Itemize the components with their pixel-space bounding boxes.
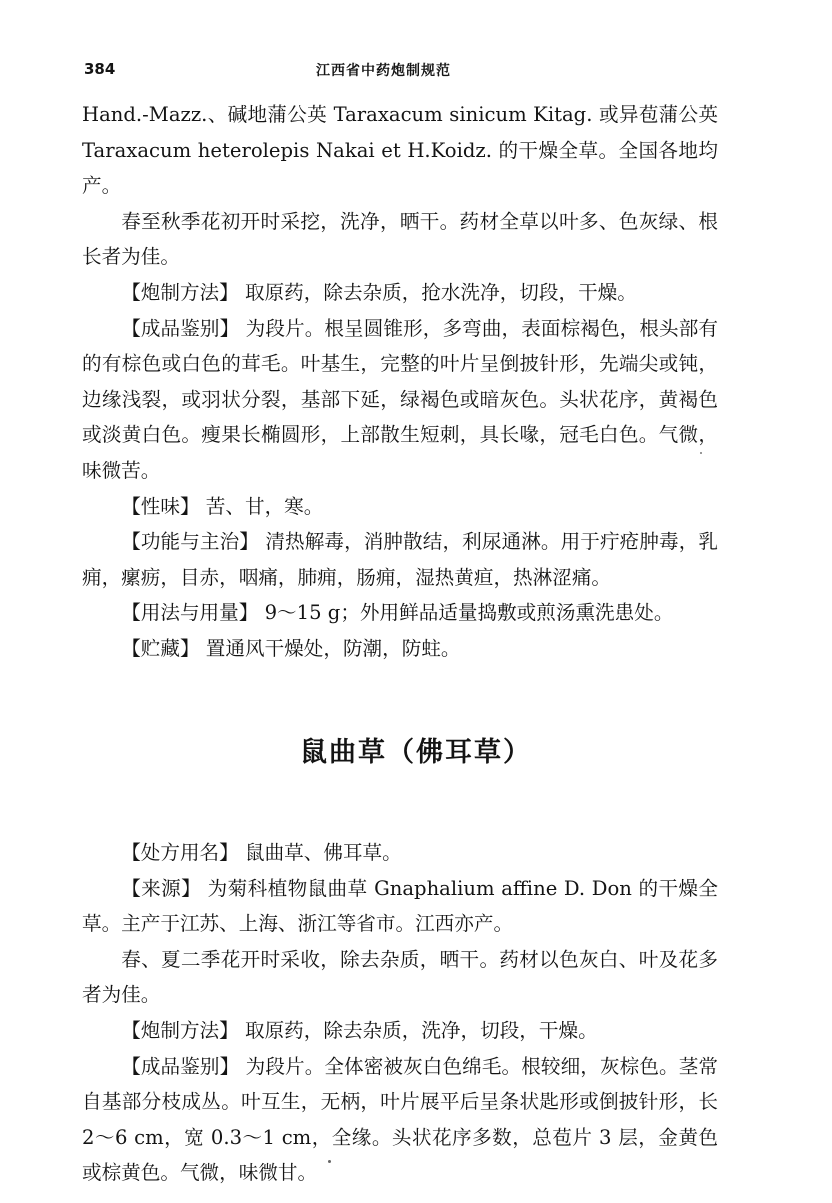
print-speck: [328, 1160, 331, 1163]
entry-title: 鼠曲草（佛耳草）: [300, 737, 532, 768]
section-tag: 【炮制方法】: [121, 1018, 239, 1042]
section-text: 为段片。全体密被灰白色绵毛。根较细，灰棕色。茎常自基部分枝成丛。叶互生，无柄，叶片展平后呈条状匙形或倒披针形，长 2～6 cm，宽 0.3～1 cm，全缘。头状花序多数，总苞片 3 层，金黄色或棕黄色。气微，味微甘。: [82, 1054, 719, 1185]
section-text: 取原药，除去杂质，抢水洗净，切段，干燥。: [238, 280, 637, 304]
function-paragraph: [82, 524, 718, 595]
identification-paragraph: [82, 311, 718, 489]
processing-paragraph: [82, 275, 718, 311]
section-tag: 【贮藏】: [121, 636, 200, 660]
harvest-paragraph: 春、夏二季花开时采收，除去杂质，晒干。药材以色灰白、叶及花多者为佳。: [82, 947, 718, 1007]
harvest-paragraph: 春至秋季花初开时采挖，洗净，晒干。药材全草以叶多、色灰绿、根长者为佳。: [82, 209, 718, 269]
source-continuation: Hand.-Mazz.、碱地蒲公英 Taraxacum sinicum Kitag. 或异苞蒲公英 Taraxacum heterolepis Nakai et H.Koidz. 的干燥全草。全国各地均产。: [82, 103, 718, 198]
usage-paragraph: [82, 595, 718, 631]
section-text: 为菊科植物鼠曲草 Gnaphalium affine D. Don 的干燥全草。主产于江苏、上海、浙江等省市。江西亦产。: [82, 876, 718, 936]
section-tag: 【用法与用量】: [121, 601, 259, 625]
section-tag: 【成品鉴别】: [121, 316, 240, 340]
section-tag: 【炮制方法】: [121, 280, 239, 304]
section-text: 鼠曲草、佛耳草。: [238, 841, 402, 864]
section-text: 9～15 g；外用鲜品适量捣敷或煎汤熏洗患处。: [258, 601, 674, 625]
section-tag: 【来源】: [121, 876, 202, 900]
section-tag: 【功能与主治】: [121, 530, 259, 554]
section-tag: 【成品鉴别】: [121, 1054, 240, 1078]
section-tag: 【处方用名】: [121, 841, 239, 864]
section-text: 苦、甘，寒。: [199, 494, 324, 518]
storage-paragraph: [82, 631, 718, 667]
section-text: 置通风干燥处，防潮，防蛀。: [199, 636, 461, 660]
entry-dandelion: [82, 97, 718, 667]
names-paragraph: [82, 835, 718, 871]
source-paragraph: [82, 871, 718, 942]
page-header: [84, 60, 742, 86]
processing-paragraph: [82, 1013, 718, 1049]
print-speck: [700, 452, 702, 454]
section-text: 取原药，除去杂质，洗净，切段，干燥。: [238, 1018, 598, 1042]
section-tag: 【性味】: [121, 494, 200, 518]
page-number: 384: [84, 60, 116, 78]
identification-paragraph: [82, 1049, 718, 1191]
nature-paragraph: [82, 489, 718, 525]
section-text: 清热解毒，消肿散结，利尿通淋。用于疔疮肿毒，乳痈，瘰疬，目赤，咽痛，肺痈，肠痈，湿热黄疸，热淋涩痛。: [82, 530, 719, 589]
section-text: 为段片。根呈圆锥形，多弯曲，表面棕褐色，根头部有的有棕色或白色的茸毛。叶基生，完整的叶片呈倒披针形，先端尖或钝，边缘浅裂，或羽状分裂，基部下延，绿褐色或暗灰色。头状花序，黄褐色或淡黄白色。瘦果长椭圆形，上部散生短刺，具长喙，冠毛白色。气微，味微苦。: [82, 316, 719, 482]
entry-cudweed: [82, 835, 718, 1191]
running-title: 江西省中药炮制规范: [316, 63, 451, 79]
